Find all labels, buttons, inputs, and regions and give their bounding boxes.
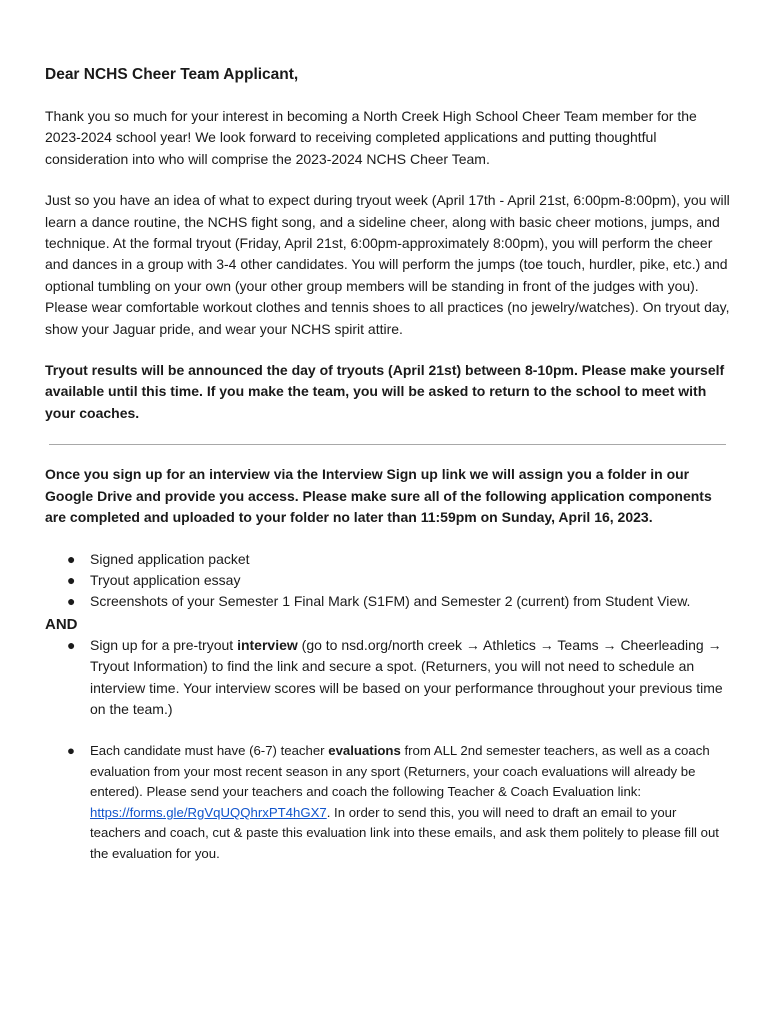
intro-paragraph: Thank you so much for your interest in becoming a North Creek High School Cheer Team member for the 2023-2024 school year! We look forward to receiving completed applications and putting thoughtful consideration into who will comprise the 2023-2024 NCHS Cheer Team. [45,108,697,167]
and-label: AND [45,615,78,633]
bullet-icon: ● [67,743,75,759]
bullet-icon: ● [67,636,76,653]
evaluation-form-link[interactable]: https://forms.gle/RgVqUQQhrxPT4hGX7 [90,804,327,820]
results-notice: Tryout results will be announced the day of tryouts (April 21st) between 8-10pm. Please make yourself available until this time. If you make the team, you will be asked to return to the school to meet with your coaches. [45,362,725,421]
bullet-icon: ● [67,571,76,588]
list-item: ● Tryout application essay [45,570,730,591]
list-item-evaluations: ● Each candidate must have (6-7) teacher evaluations from ALL 2nd semester teachers, as well as a coach evaluation from your most recent season in any sport (Returners, your coach evaluations will already be entered). Please send your teachers and coach the following Teacher & Coach Evaluation link: https://forms.gle/RgVqUQQhrxPT4hGX7. In order to send this, you will need to draft an email to your teachers and coach, cut & paste this evaluation link into these emails, and ask them politely to please fill out the evaluation for you. [67,743,719,861]
components-list [45,549,730,613]
signup-notice: Once you sign up for an interview via the Interview Sign up link we will assign you a folder in our Google Drive and provide you access. Please make sure all of the following application components are completed and uploaded to your folder no later than 11:59pm on Sunday, April 16, 2023. [45,466,712,526]
evaluations-list [45,741,730,864]
tryout-week-paragraph: Just so you have an idea of what to expect during tryout week (April 17th - April 21st, 6:00pm-8:00pm), you will learn a dance routine, the NCHS fight song, and a sideline cheer, along with basic cheer motions, jumps, and technique. At the formal tryout (Friday, April 21st, 6:00pm-approximately 8:00pm), you will perform the cheer and dances in a group with 3-4 other candidates. You will perform the jumps (toe touch, hurdler, pike, etc.) and optional tumbling on your own (your other group members will be standing in front of the judges with you). Please wear comfortable workout clothes and tennis shoes to all practices (no jewelry/watches). On tryout day, show your Jaguar pride, and wear your NCHS spirit attire. [45,192,730,337]
bullet-icon: ● [67,593,76,610]
greeting-heading: Dear NCHS Cheer Team Applicant, [45,66,299,83]
requirements-list [45,635,730,721]
list-item: ● Signed application packet [45,549,730,570]
list-item-interview: ● Sign up for a pre-tryout interview (go to nsd.org/north creek → Athletics → Teams → Cheerleading → Tryout Information) to find the link and secure a spot. (Returners, you will not need to schedule an interview time. Your interview scores will be based on your performance throughout your previous time on the team.) [67,636,723,717]
divider [49,444,726,445]
list-item: ● Screenshots of your Semester 1 Final Mark (S1FM) and Semester 2 (current) from Student View. [45,591,730,612]
bullet-icon: ● [67,550,76,567]
letter-body [45,64,730,864]
